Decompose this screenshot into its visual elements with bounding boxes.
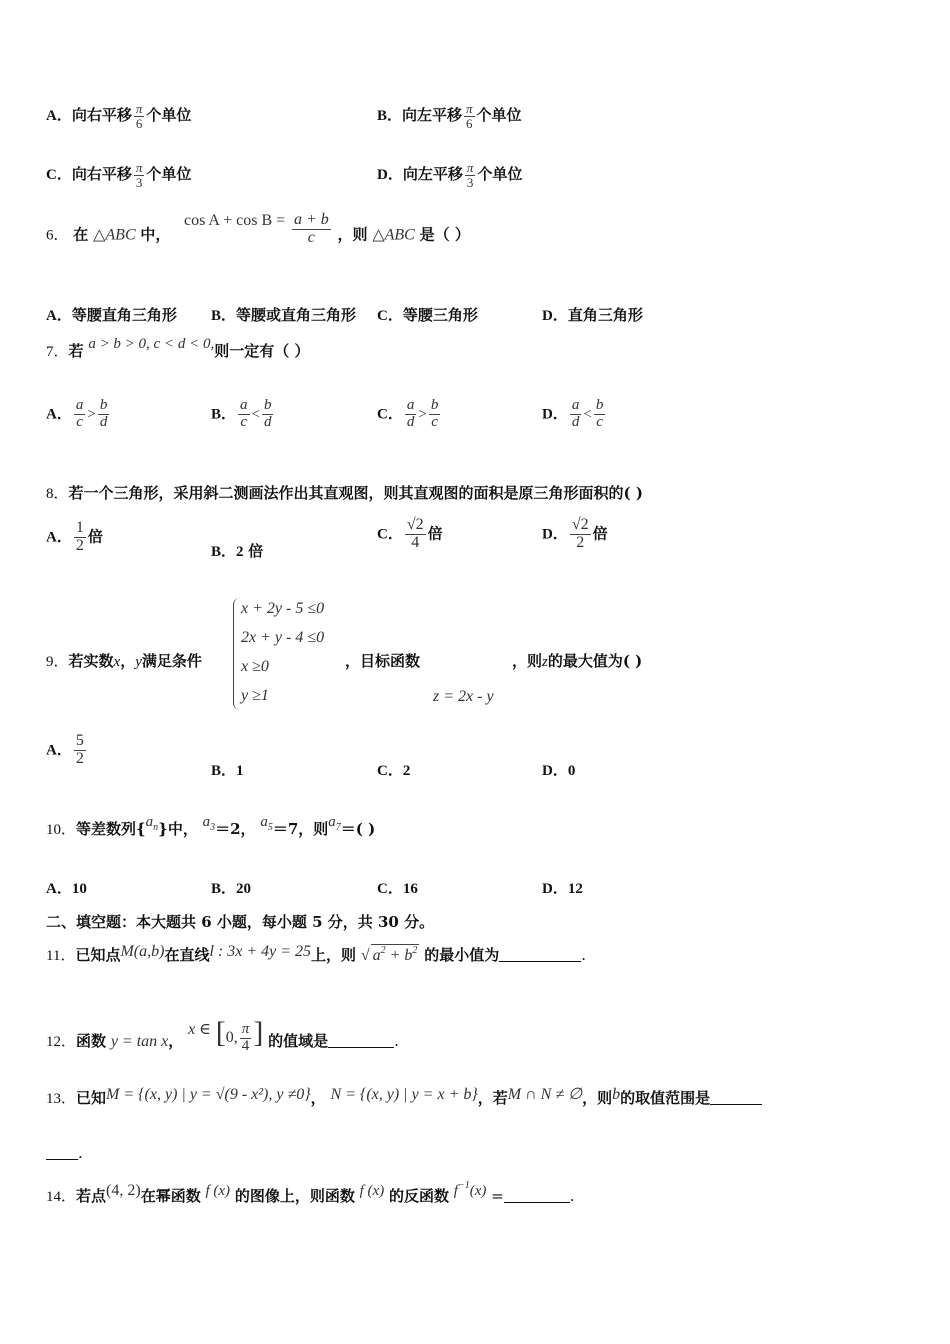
question-14: 14．若点(4, 2)在幂函数 f (x) 的图像上，则函数 f (x) 的反函数 $f^{-1}(x)$ = . [46,1180,575,1205]
q6-option-a: A．等腰直角三角形 [46,306,177,324]
q6-option-c: C．等腰三角形 [377,306,478,324]
condition-3: x ≥0 [241,658,269,675]
q5-option-d: D．向左平移 $\frac{\pi}{3}$ 个单位 [377,160,523,190]
q10-option-b: B．20 [211,881,252,897]
question-7: 7．若 a > b > 0, c < d < 0,则一定有（ ） [46,336,310,360]
q8-option-a: A． $\frac{1}{2}$ 倍 [46,519,103,554]
q5-option-a: A．向右平移 $\frac{\pi}{6}$ 个单位 [46,101,192,131]
q9-option-a: A． $\frac{5}{2}$ [46,732,84,767]
q7-option-d: D． $\frac{a}{d}$ < $\frac{b}{c}$ [542,397,604,430]
condition-4: y ≥1 [241,687,269,704]
q7-option-c: C． $\frac{a}{d}$ > $\frac{b}{c}$ [377,397,439,430]
q5-option-c: C．向右平移 $\frac{\pi}{3}$ 个单位 [46,160,192,190]
question-9: 9．若实数x，y满足条件 [46,652,202,670]
q10-option-d: D．12 [542,881,583,897]
q8-option-c: C． $\frac{√2}{4}$ 倍 [377,516,443,551]
q6-option-d: D．直角三角形 [542,306,643,324]
q9-option-b: B．1 [211,763,244,779]
objective-function: z = 2x - y [433,688,494,705]
q10-option-c: C．16 [377,881,418,897]
q8-option-b: B．2 倍 [211,542,264,560]
question-9-tail: ，则z的最大值为( ) [512,652,643,670]
q5-option-b: B．向左平移 $\frac{\pi}{6}$ 个单位 [377,101,522,131]
q7-option-a: A． $\frac{a}{c}$ > $\frac{b}{d}$ [46,397,108,430]
q7-option-b: B． $\frac{a}{c}$ < $\frac{b}{d}$ [211,397,272,430]
question-6: 6． 在 △ABC 中， cos A + cos B = $\frac{a + b}{c}$ ，则 △ABC 是（ ） [46,211,470,246]
question-8: 8．若一个三角形，采用斜二测画法作出其直观图，则其直观图的面积是原三角形面积的( ) [46,484,643,502]
question-13-answer-line: . [46,1144,83,1162]
q8-option-d: D． $\frac{√2}{2}$ 倍 [542,516,608,551]
question-11: 11．已知点M(a,b)在直线l : 3x + 4y = 25上，则 √ $a^2 + b^2$ 的最小值为 . [46,943,586,964]
q6-option-b: B．等腰或直角三角形 [211,306,357,324]
question-13: 13．已知M = {(x, y) | y = √(9 - x²), y ≠0}， N = {(x, y) | y = x + b}，若M ∩ N ≠ ∅，则b的取值范围是 [46,1087,762,1108]
section-heading: 二、填空题：本大题共 6 小题，每小题 5 分，共 30 分。 [46,913,435,931]
question-9-objective-label: ，目标函数 [345,652,421,670]
q9-option-d: D．0 [542,763,576,779]
question-12: 12．函数 y = tan x， x ∈ [0, $\frac{\pi}{4}$ ] 的值域是 . [46,1016,399,1054]
q10-option-a: A．10 [46,881,87,897]
condition-1: x + 2y - 5 ≤0 [241,600,325,617]
q9-option-c: C．2 [377,763,411,779]
question-10: 10．等差数列$\{a_n\}$中， $a_3=2$， $a_5=7$，则$a_7=$( ) [46,814,376,838]
condition-brace [233,598,240,710]
condition-2: 2x + y - 4 ≤0 [241,629,325,646]
